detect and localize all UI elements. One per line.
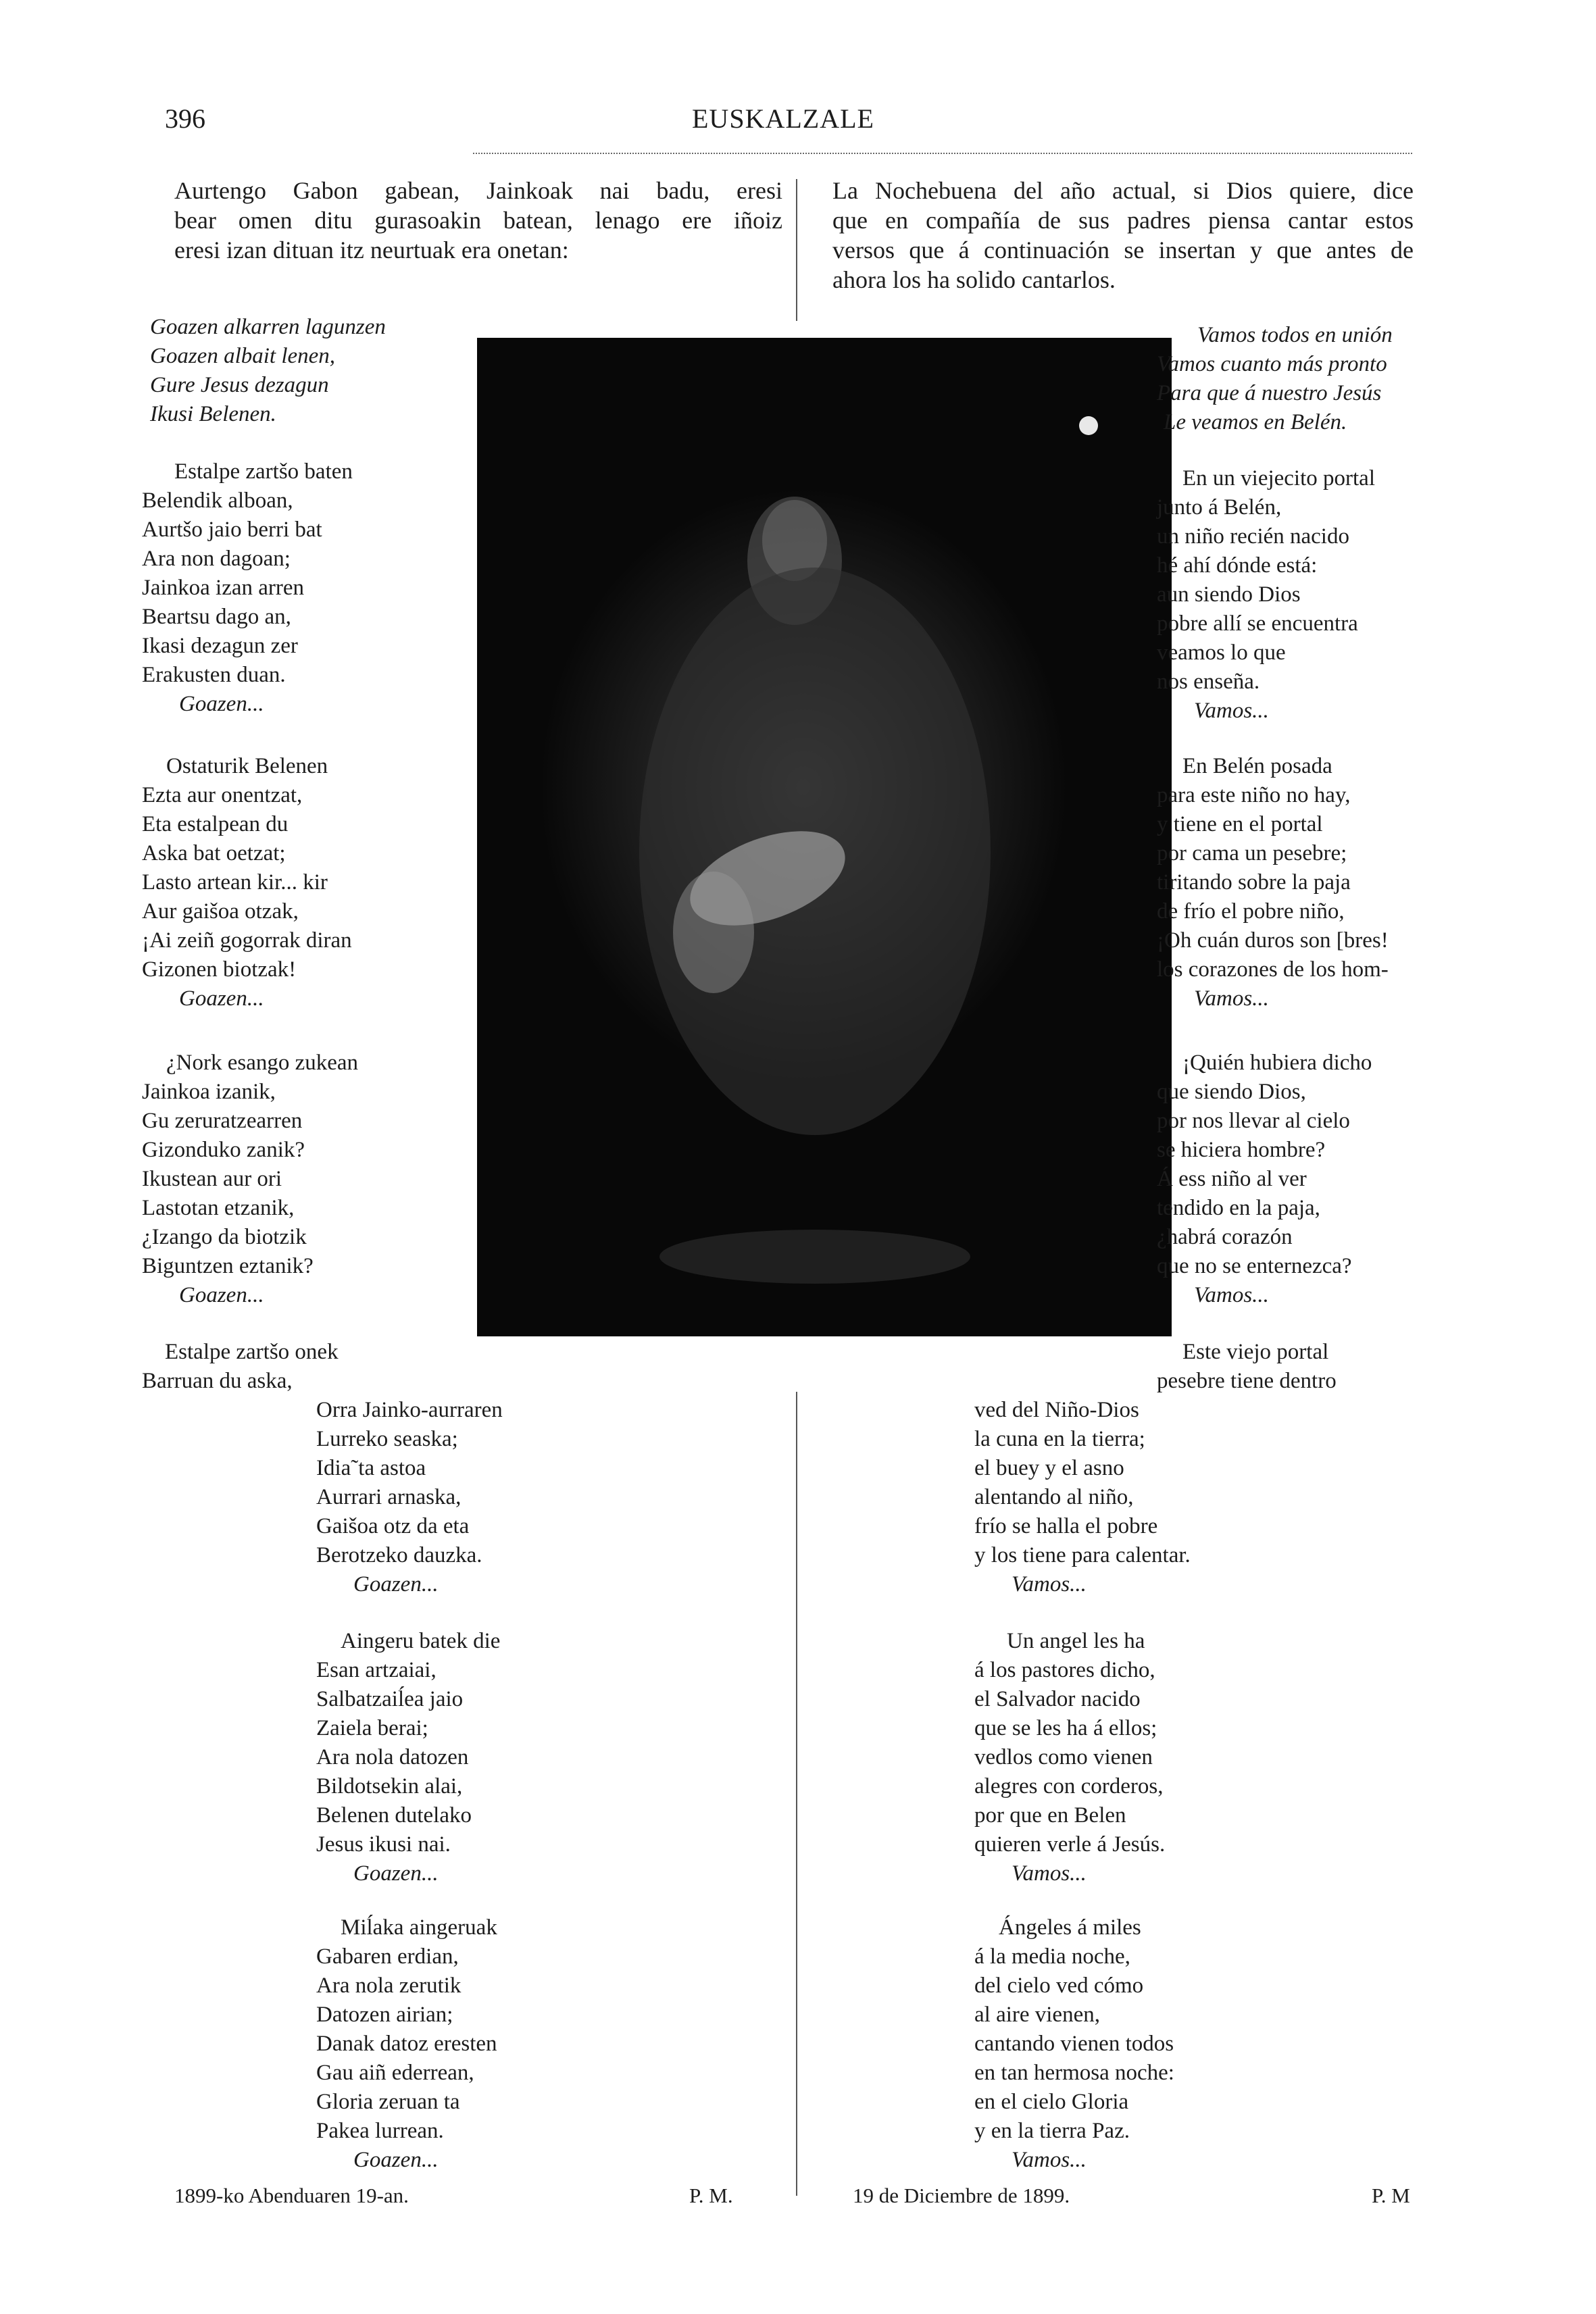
spanish-stanza-head xyxy=(1157,1338,1337,1396)
verse-line: Aurrari arnaska, xyxy=(316,1485,462,1509)
refrain-cue: Goazen... xyxy=(353,2148,439,2172)
verse-line: Un angel les ha xyxy=(1007,1629,1145,1653)
refrain-cue: Goazen... xyxy=(179,1283,264,1307)
verse-line: Aska bat oetzat; xyxy=(142,841,286,865)
verse-line: quieren verle á Jesús. xyxy=(974,1832,1166,1857)
page-number: 396 xyxy=(165,103,205,134)
refrain-cue: Vamos... xyxy=(1194,1283,1269,1307)
nativity-photograph xyxy=(477,338,1172,1336)
verse-line: Gizonduko zanik? xyxy=(142,1138,305,1162)
spanish-footer-date: 19 de Diciembre de 1899. xyxy=(853,2184,1070,2207)
verse-line: ¡Oh cuán duros son [bres! xyxy=(1157,928,1389,953)
verse-line: frío se halla el pobre xyxy=(974,1514,1158,1538)
basque-footer-signature: P. M. xyxy=(689,2184,733,2207)
verse-line: Ángeles á miles xyxy=(999,1915,1141,1940)
refrain-cue: Vamos... xyxy=(1012,2148,1087,2172)
verse-line: Datozen airian; xyxy=(316,2003,453,2027)
spanish-stanza xyxy=(974,1913,1174,2175)
verse-line: por nos llevar al cielo xyxy=(1157,1109,1350,1133)
verse-line: Vamos cuanto más pronto xyxy=(1157,352,1387,376)
verse-line: Salbatzaiĺea jaio xyxy=(316,1687,464,1711)
running-title: EUSKALZALE xyxy=(692,103,874,134)
verse-line: Gloria zeruan ta xyxy=(316,2090,460,2114)
basque-intro-line: eresi izan dituan itz neurtuak era onetan: xyxy=(174,236,569,263)
verse-line: Gabaren erdian, xyxy=(316,1944,459,1969)
spanish-intro-line: versos que á continuación se insertan y que antes de xyxy=(832,236,1414,263)
verse-line: Aur gaišoa otzak, xyxy=(142,899,299,924)
verse-line: Ikasi dezagun zer xyxy=(142,634,298,658)
basque-footer-date: 1899-ko Abenduaren 19-an. xyxy=(174,2184,409,2207)
verse-line: tiritando sobre la paja xyxy=(1157,870,1351,895)
verse-line: de frío el pobre niño, xyxy=(1157,899,1345,924)
basque-stanza xyxy=(142,1049,358,1310)
verse-line: ¿Nork esango zukean xyxy=(166,1051,359,1075)
verse-line: la cuna en la tierra; xyxy=(974,1427,1145,1451)
verse-line: nos enseña. xyxy=(1157,670,1260,694)
spanish-intro-line: La Nochebuena del año actual, si Dios quiere, dice xyxy=(832,177,1414,204)
verse-line: á los pastores dicho, xyxy=(974,1658,1155,1682)
column-divider-top xyxy=(796,179,797,321)
verse-line: en tan hermosa noche: xyxy=(974,2061,1174,2085)
spanish-intro-line: ahora los ha solido cantarlos. xyxy=(832,266,1116,293)
verse-line: el Salvador nacido xyxy=(974,1687,1141,1711)
verse-line: Zaiela berai; xyxy=(316,1716,428,1740)
verse-line: En Belén posada xyxy=(1182,754,1332,778)
verse-line: ved del Niño-Dios xyxy=(974,1398,1139,1422)
verse-line: aun siendo Dios xyxy=(1157,582,1301,607)
verse-line: al aire vienen, xyxy=(974,2003,1100,2027)
verse-line: hé ahí dónde está: xyxy=(1157,553,1318,578)
verse-line: ¡Quién hubiera dicho xyxy=(1182,1051,1372,1075)
verse-line: Ostaturik Belenen xyxy=(166,754,328,778)
verse-line: y en la tierra Paz. xyxy=(974,2119,1130,2143)
basque-chorus xyxy=(150,313,386,429)
verse-line: Esan artzaiai, xyxy=(316,1658,437,1682)
spanish-stanza xyxy=(974,1396,1191,1599)
basque-intro xyxy=(174,176,782,265)
verse-line: y los tiene para calentar. xyxy=(974,1543,1191,1567)
verse-line: Berotzeko dauzka. xyxy=(316,1543,482,1567)
verse-line: Gure Jesus dezagun xyxy=(150,373,329,397)
verse-line: Ikustean aur ori xyxy=(142,1167,282,1191)
verse-line: Ikusi Belenen. xyxy=(150,402,276,426)
verse-line: pobre allí se encuentra xyxy=(1157,611,1358,636)
refrain-cue: Vamos... xyxy=(1012,1572,1087,1596)
spanish-intro-line: que en compañía de sus padres piensa cantar estos xyxy=(832,207,1414,234)
verse-line: vedlos como vienen xyxy=(974,1745,1153,1769)
verse-line: que no se enternezca? xyxy=(1157,1254,1352,1278)
verse-line: cantando vienen todos xyxy=(974,2032,1174,2056)
verse-line: que siendo Dios, xyxy=(1157,1080,1306,1104)
spanish-intro xyxy=(832,176,1414,295)
verse-line: Ara nola zerutik xyxy=(316,1973,462,1998)
basque-stanza xyxy=(142,752,352,1013)
spanish-stanza xyxy=(1157,464,1375,726)
verse-line: ¿Izango da biotzik xyxy=(142,1225,307,1249)
spanish-chorus xyxy=(1157,321,1393,437)
verse-line: ¡Ai zeiñ gogorrak diran xyxy=(142,928,352,953)
verse-line: veamos lo que xyxy=(1157,640,1286,665)
verse-line: Aingeru batek die xyxy=(341,1629,501,1653)
verse-line: Pakea lurrean. xyxy=(316,2119,444,2143)
verse-line: del cielo ved cómo xyxy=(974,1973,1144,1998)
refrain-cue: Vamos... xyxy=(1012,1861,1087,1886)
basque-stanza xyxy=(316,1396,503,1599)
verse-line: por que en Belen xyxy=(974,1803,1126,1828)
verse-line: En un viejecito portal xyxy=(1182,466,1375,491)
verse-line: Miĺaka aingeruak xyxy=(341,1915,497,1940)
refrain-cue: Goazen... xyxy=(179,986,264,1011)
verse-line: Á ess niño al ver xyxy=(1157,1167,1307,1191)
verse-line: Belenen dutelako xyxy=(316,1803,472,1828)
verse-line: Belendik alboan, xyxy=(142,488,293,513)
verse-line: Le veamos en Belén. xyxy=(1164,410,1347,434)
basque-stanza xyxy=(142,457,353,719)
basque-intro-line: Aurtengo Gabon gabean, Jainkoak nai badu, eresi xyxy=(174,177,782,204)
verse-line: Ara non dagoan; xyxy=(142,547,291,571)
verse-line: y tiene en el portal xyxy=(1157,812,1323,836)
verse-line: por cama un pesebre; xyxy=(1157,841,1347,865)
basque-stanza xyxy=(316,1913,497,2175)
verse-line: Orra Jainko-aurraren xyxy=(316,1398,503,1422)
verse-line: Ezta aur onentzat, xyxy=(142,783,303,807)
column-divider-bottom xyxy=(796,1392,797,2196)
verse-line: un niño recién nacido xyxy=(1157,524,1349,549)
verse-line: á la media noche, xyxy=(974,1944,1130,1969)
verse-line: Biguntzen eztanik? xyxy=(142,1254,314,1278)
verse-line: Vamos todos en unión xyxy=(1197,323,1393,347)
verse-line: Para que á nuestro Jesús xyxy=(1157,381,1382,405)
verse-line: Jesus ikusi nai. xyxy=(316,1832,451,1857)
verse-line: Lurreko seaska; xyxy=(316,1427,458,1451)
verse-line: pesebre tiene dentro xyxy=(1157,1369,1337,1393)
verse-line: alegres con corderos, xyxy=(974,1774,1164,1799)
verse-line: Danak datoz eresten xyxy=(316,2032,497,2056)
verse-line: Erakusten duan. xyxy=(142,663,286,687)
verse-line: Gaišoa otz da eta xyxy=(316,1514,470,1538)
verse-line: Idia˜ta astoa xyxy=(316,1456,426,1480)
header-rule xyxy=(473,153,1412,154)
verse-line: Aurtšo jaio berri bat xyxy=(142,518,322,542)
verse-line: Jainkoa izan arren xyxy=(142,576,305,600)
verse-line: Barruan du aska, xyxy=(142,1369,293,1393)
verse-line: Lastotan etzanik, xyxy=(142,1196,295,1220)
verse-line: Este viejo portal xyxy=(1182,1340,1329,1364)
verse-line: Gizonen biotzak! xyxy=(142,957,297,982)
basque-intro-line: bear omen ditu gurasoakin batean, lenago ere iñoiz xyxy=(174,207,782,234)
spanish-stanza xyxy=(1157,1049,1372,1310)
verse-line: junto á Belén, xyxy=(1157,495,1282,520)
refrain-cue: Vamos... xyxy=(1194,699,1269,723)
verse-line: Ara nola datozen xyxy=(316,1745,469,1769)
verse-line: Eta estalpean du xyxy=(142,812,289,836)
verse-line: ¿habrá corazón xyxy=(1157,1225,1293,1249)
verse-line: Gau aiñ ederrean, xyxy=(316,2061,474,2085)
refrain-cue: Goazen... xyxy=(353,1861,439,1886)
spanish-stanza xyxy=(974,1627,1165,1888)
refrain-cue: Goazen... xyxy=(353,1572,439,1596)
verse-line: Lasto artean kir... kir xyxy=(142,870,328,895)
refrain-cue: Goazen... xyxy=(179,692,264,716)
verse-line: para este niño no hay, xyxy=(1157,783,1351,807)
verse-line: Beartsu dago an, xyxy=(142,605,291,629)
basque-stanza-head xyxy=(142,1338,339,1396)
verse-line: Bildotsekin alai, xyxy=(316,1774,463,1799)
refrain-cue: Vamos... xyxy=(1194,986,1269,1011)
verse-line: se hiciera hombre? xyxy=(1157,1138,1326,1162)
verse-line: alentando al niño, xyxy=(974,1485,1134,1509)
verse-line: Goazen alkarren lagunzen xyxy=(150,315,386,339)
verse-line: Gu zeruratzearren xyxy=(142,1109,303,1133)
verse-line: tendido en la paja, xyxy=(1157,1196,1320,1220)
verse-line: Estalpe zartšo onek xyxy=(165,1340,339,1364)
verse-line: los corazones de los hom- xyxy=(1157,957,1389,982)
verse-line: que se les ha á ellos; xyxy=(974,1716,1157,1740)
basque-stanza xyxy=(316,1627,500,1888)
spanish-footer-signature: P. M xyxy=(1372,2184,1410,2207)
verse-line: Estalpe zartšo baten xyxy=(174,459,353,484)
verse-line: el buey y el asno xyxy=(974,1456,1124,1480)
spanish-stanza xyxy=(1157,752,1389,1013)
verse-line: Goazen albait lenen, xyxy=(150,344,336,368)
verse-line: Jainkoa izanik, xyxy=(142,1080,276,1104)
verse-line: en el cielo Gloria xyxy=(974,2090,1129,2114)
